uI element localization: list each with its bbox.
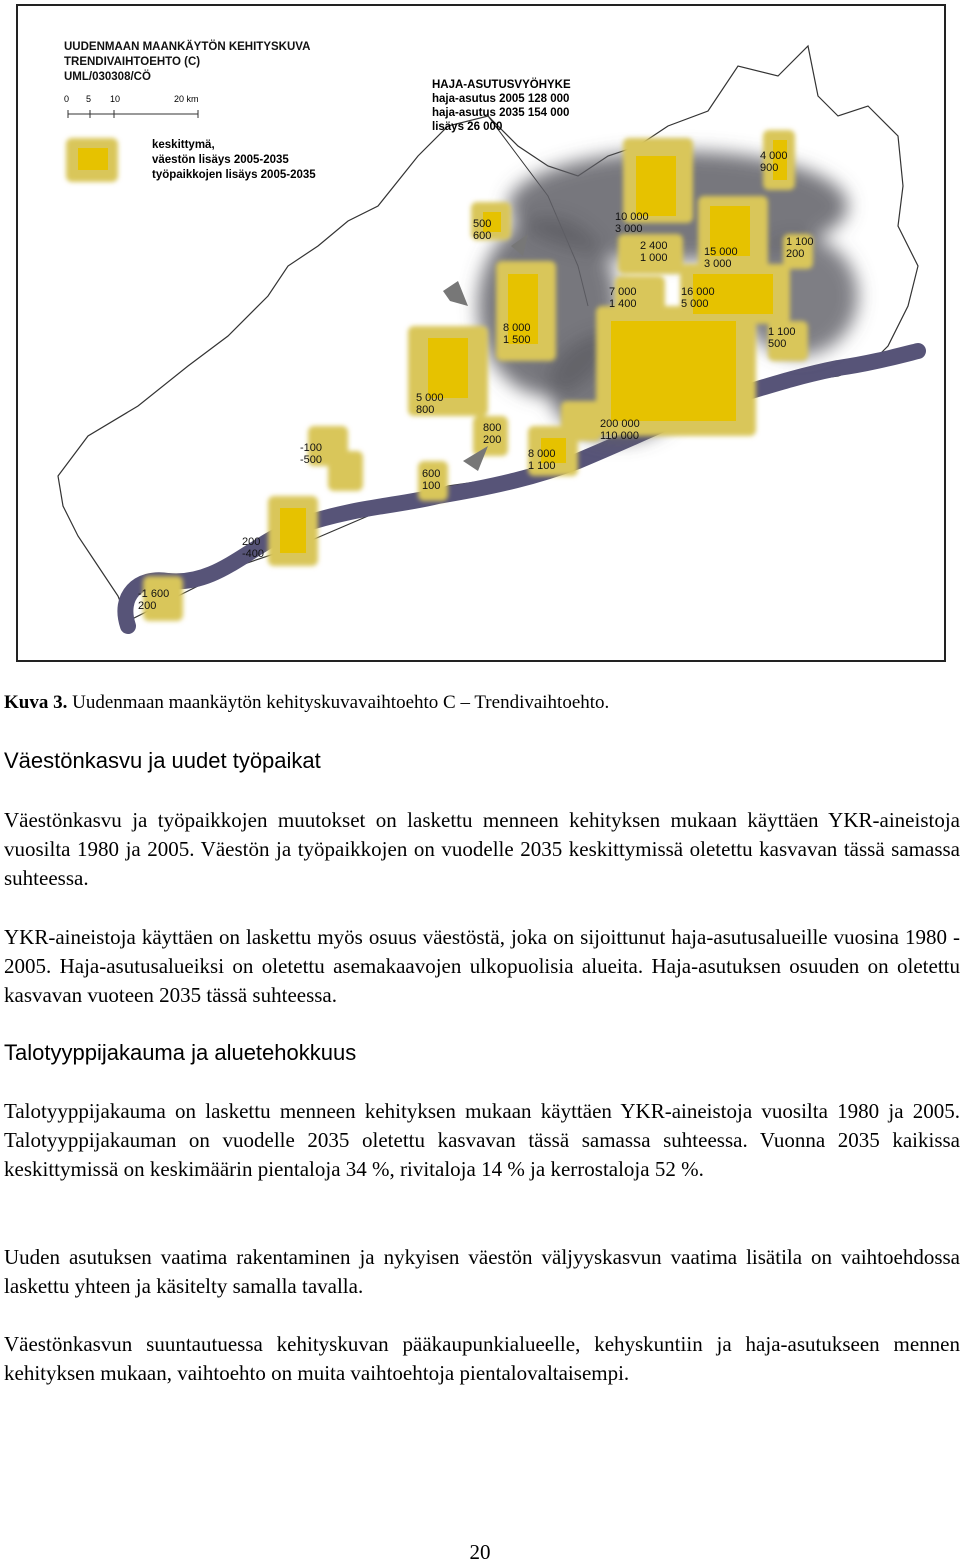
centre-label: 2 400 1 000: [640, 240, 668, 264]
centre-label: 16 000 5 000: [681, 286, 715, 310]
haja-line: haja-asutus 2005 128 000: [432, 93, 570, 105]
haja-line: HAJA-ASUTUSVYÖHYKE: [432, 79, 571, 91]
scale-labels: [64, 94, 204, 124]
map-title-line-2: TRENDIVAIHTOEHTO (C): [64, 56, 201, 68]
centre-label: 8 000 1 100: [528, 448, 556, 472]
map-title-line-3: UML/030308/CÖ: [64, 71, 151, 83]
section-heading-1: Väestönkasvu ja uudet työpaikat: [4, 748, 321, 773]
centre-label: 1 100 500: [768, 326, 796, 350]
centre-label: 10 000 3 000: [615, 211, 649, 235]
centre-label: 800 200: [483, 422, 502, 446]
centre-label: 600 100: [422, 468, 441, 492]
centre-label: 1 100 200: [786, 236, 814, 260]
coastline: [125, 351, 918, 626]
scale-label: 0: [64, 94, 70, 104]
centre-label: 4 000 900: [760, 150, 788, 174]
arrow-2: [443, 281, 468, 306]
scale-label: 10: [110, 94, 121, 104]
paragraph-4: Uuden asutuksen vaatima rakentaminen ja nykyisen väestön väljyyskasvun vaatima lisätila on vaihtoehdossa laskettu yhteen ja käsitelty samalla tavalla.: [4, 1245, 960, 1298]
centre-label: 7 000 1 400: [609, 286, 637, 310]
map-figure: [16, 4, 946, 662]
centre-label: -100 -500: [300, 442, 323, 466]
map-title-line-1: UUDENMAAN MAANKÄYTÖN KEHITYSKUVA: [64, 41, 311, 53]
centre-label: 15 000 3 000: [704, 246, 738, 270]
centre-label: 200 -400: [242, 536, 265, 560]
scale-label: 5: [86, 94, 92, 104]
caption-label: Kuva 3.: [4, 692, 68, 713]
map-legend: [152, 138, 316, 183]
paragraph-2: YKR-aineistoja käyttäen on laskettu myös osuus väestöstä, joka on sijoittunut haja-asutusalueille vuosina 1980 - 2005. Haja-asutusalueiksi on oletettu asemakaavojen ulkopuolisia alueita. Haja-asutuksen osuuden on oletettu kasvavan vuoteen 2035 tässä suhteessa.: [4, 925, 960, 1007]
paragraph-5: Väestönkasvun suuntautuessa kehityskuvan pääkaupunkialueelle, kehyskuntiin ja haja-asutukseen mennen kehityksen mukaan, vaihtoehto on muita vaihtoehtoja pientalovaltaisempi.: [4, 1332, 960, 1385]
legend-line: työpaikkojen lisäys 2005-2035: [152, 169, 316, 181]
figure-caption: [4, 692, 609, 714]
caption-text: Uudenmaan maankäytön kehityskuvavaihtoehto C – Trendivaihtoehto.: [67, 692, 610, 713]
haja-line: haja-asutus 2035 154 000: [432, 107, 570, 119]
section-heading-2: Talotyyppijakauma ja aluetehokkuus: [4, 1040, 357, 1065]
centre-label: 200 000 110 000: [600, 418, 640, 442]
page-number: 20: [469, 1540, 491, 1564]
centre-label: 8 000 1 500: [503, 322, 531, 346]
centre-label: 5 000 800: [416, 392, 444, 416]
map-title: [64, 40, 310, 85]
centre-label: -1 600 200: [138, 588, 170, 612]
legend-line: keskittymä,: [152, 139, 215, 151]
paragraph-3: Talotyyppijakauma on laskettu menneen kehityksen mukaan käyttäen YKR-aineistoja vuosilta 1980 ja 2005. Talotyyppijakauman on vuodelle 2035 oletettu kasvavan tässä samassa suhteessa. Vuonna 2035 kaikissa keskittymissä on keskimäärin pientaloja 34 %, rivitaloja 14 % ja kerrostaloja 52 %.: [4, 1099, 960, 1181]
haja-asutus-legend: [432, 78, 571, 134]
paragraph-1: Väestönkasvu ja työpaikkojen muutokset on laskettu menneen kehityksen mukaan käyttäen YKR-aineistoja vuosilta 1980 ja 2005. Väestön ja työpaikkojen on vuodelle 2035 keskittymissä oletettu kasvavan tässä samassa suhteessa.: [4, 808, 960, 890]
centres: [66, 130, 813, 621]
haja-line: lisäys 26 000: [432, 121, 503, 133]
legend-line: väestön lisäys 2005-2035: [152, 154, 289, 166]
centre-label: 500 600: [473, 218, 492, 242]
scale-label: 20 km: [174, 94, 199, 104]
